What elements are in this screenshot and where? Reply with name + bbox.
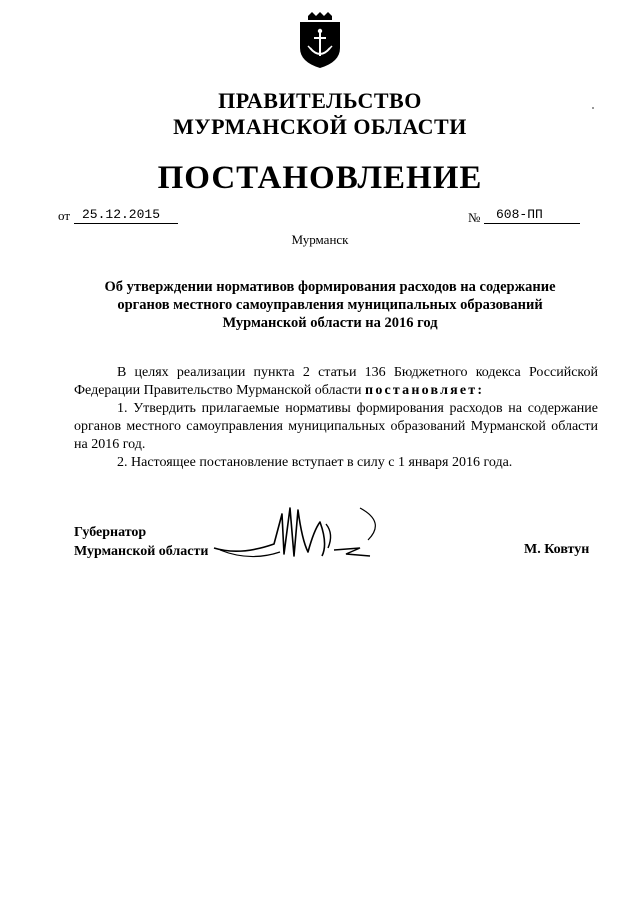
document-type: ПОСТАНОВЛЕНИЕ — [157, 160, 483, 196]
signatory-name: М. Ковтун — [524, 542, 590, 557]
paragraph-preamble — [74, 364, 598, 400]
document-number: 608-ПП — [484, 206, 580, 224]
title-line1: Об утверждении нормативов формирования расходов на содержание — [104, 279, 556, 295]
title-line3: Мурманской области на 2016 год — [222, 315, 438, 331]
paragraph-item-1: 1. Утвердить прилагаемые нормативы формирования расходов на содержание органов местного самоуправления муниципальных образований Мурманской области на 2016 год. — [74, 401, 598, 452]
document-date: 25.12.2015 — [74, 206, 178, 224]
signatory-position — [74, 523, 208, 561]
title-line2: органов местного самоуправления муниципальных образований — [117, 297, 543, 313]
city-name: Мурманск — [291, 232, 349, 247]
document-body — [74, 364, 598, 472]
government-title-line2: МУРМАНСКОЙ ОБЛАСТИ — [173, 114, 467, 139]
date-prefix: от — [58, 208, 71, 223]
position-line2: Мурманской области — [74, 544, 209, 559]
signature-image — [210, 500, 390, 580]
resolves-keyword: постановляет: — [365, 383, 485, 398]
paragraph-item-2: 2. Настоящее постановление вступает в силу с 1 января 2016 года. — [117, 455, 513, 470]
position-line1: Губернатор — [74, 525, 147, 540]
number-prefix: № — [468, 210, 481, 225]
preamble-text: В целях реализации пункта 2 статьи 136 Бюджетного кодекса Российской Федерации Правительство Мурманской области — [74, 365, 598, 398]
coat-of-arms-icon — [298, 12, 342, 68]
document-title — [60, 278, 600, 332]
government-title-line1: ПРАВИТЕЛЬСТВО — [218, 88, 422, 113]
